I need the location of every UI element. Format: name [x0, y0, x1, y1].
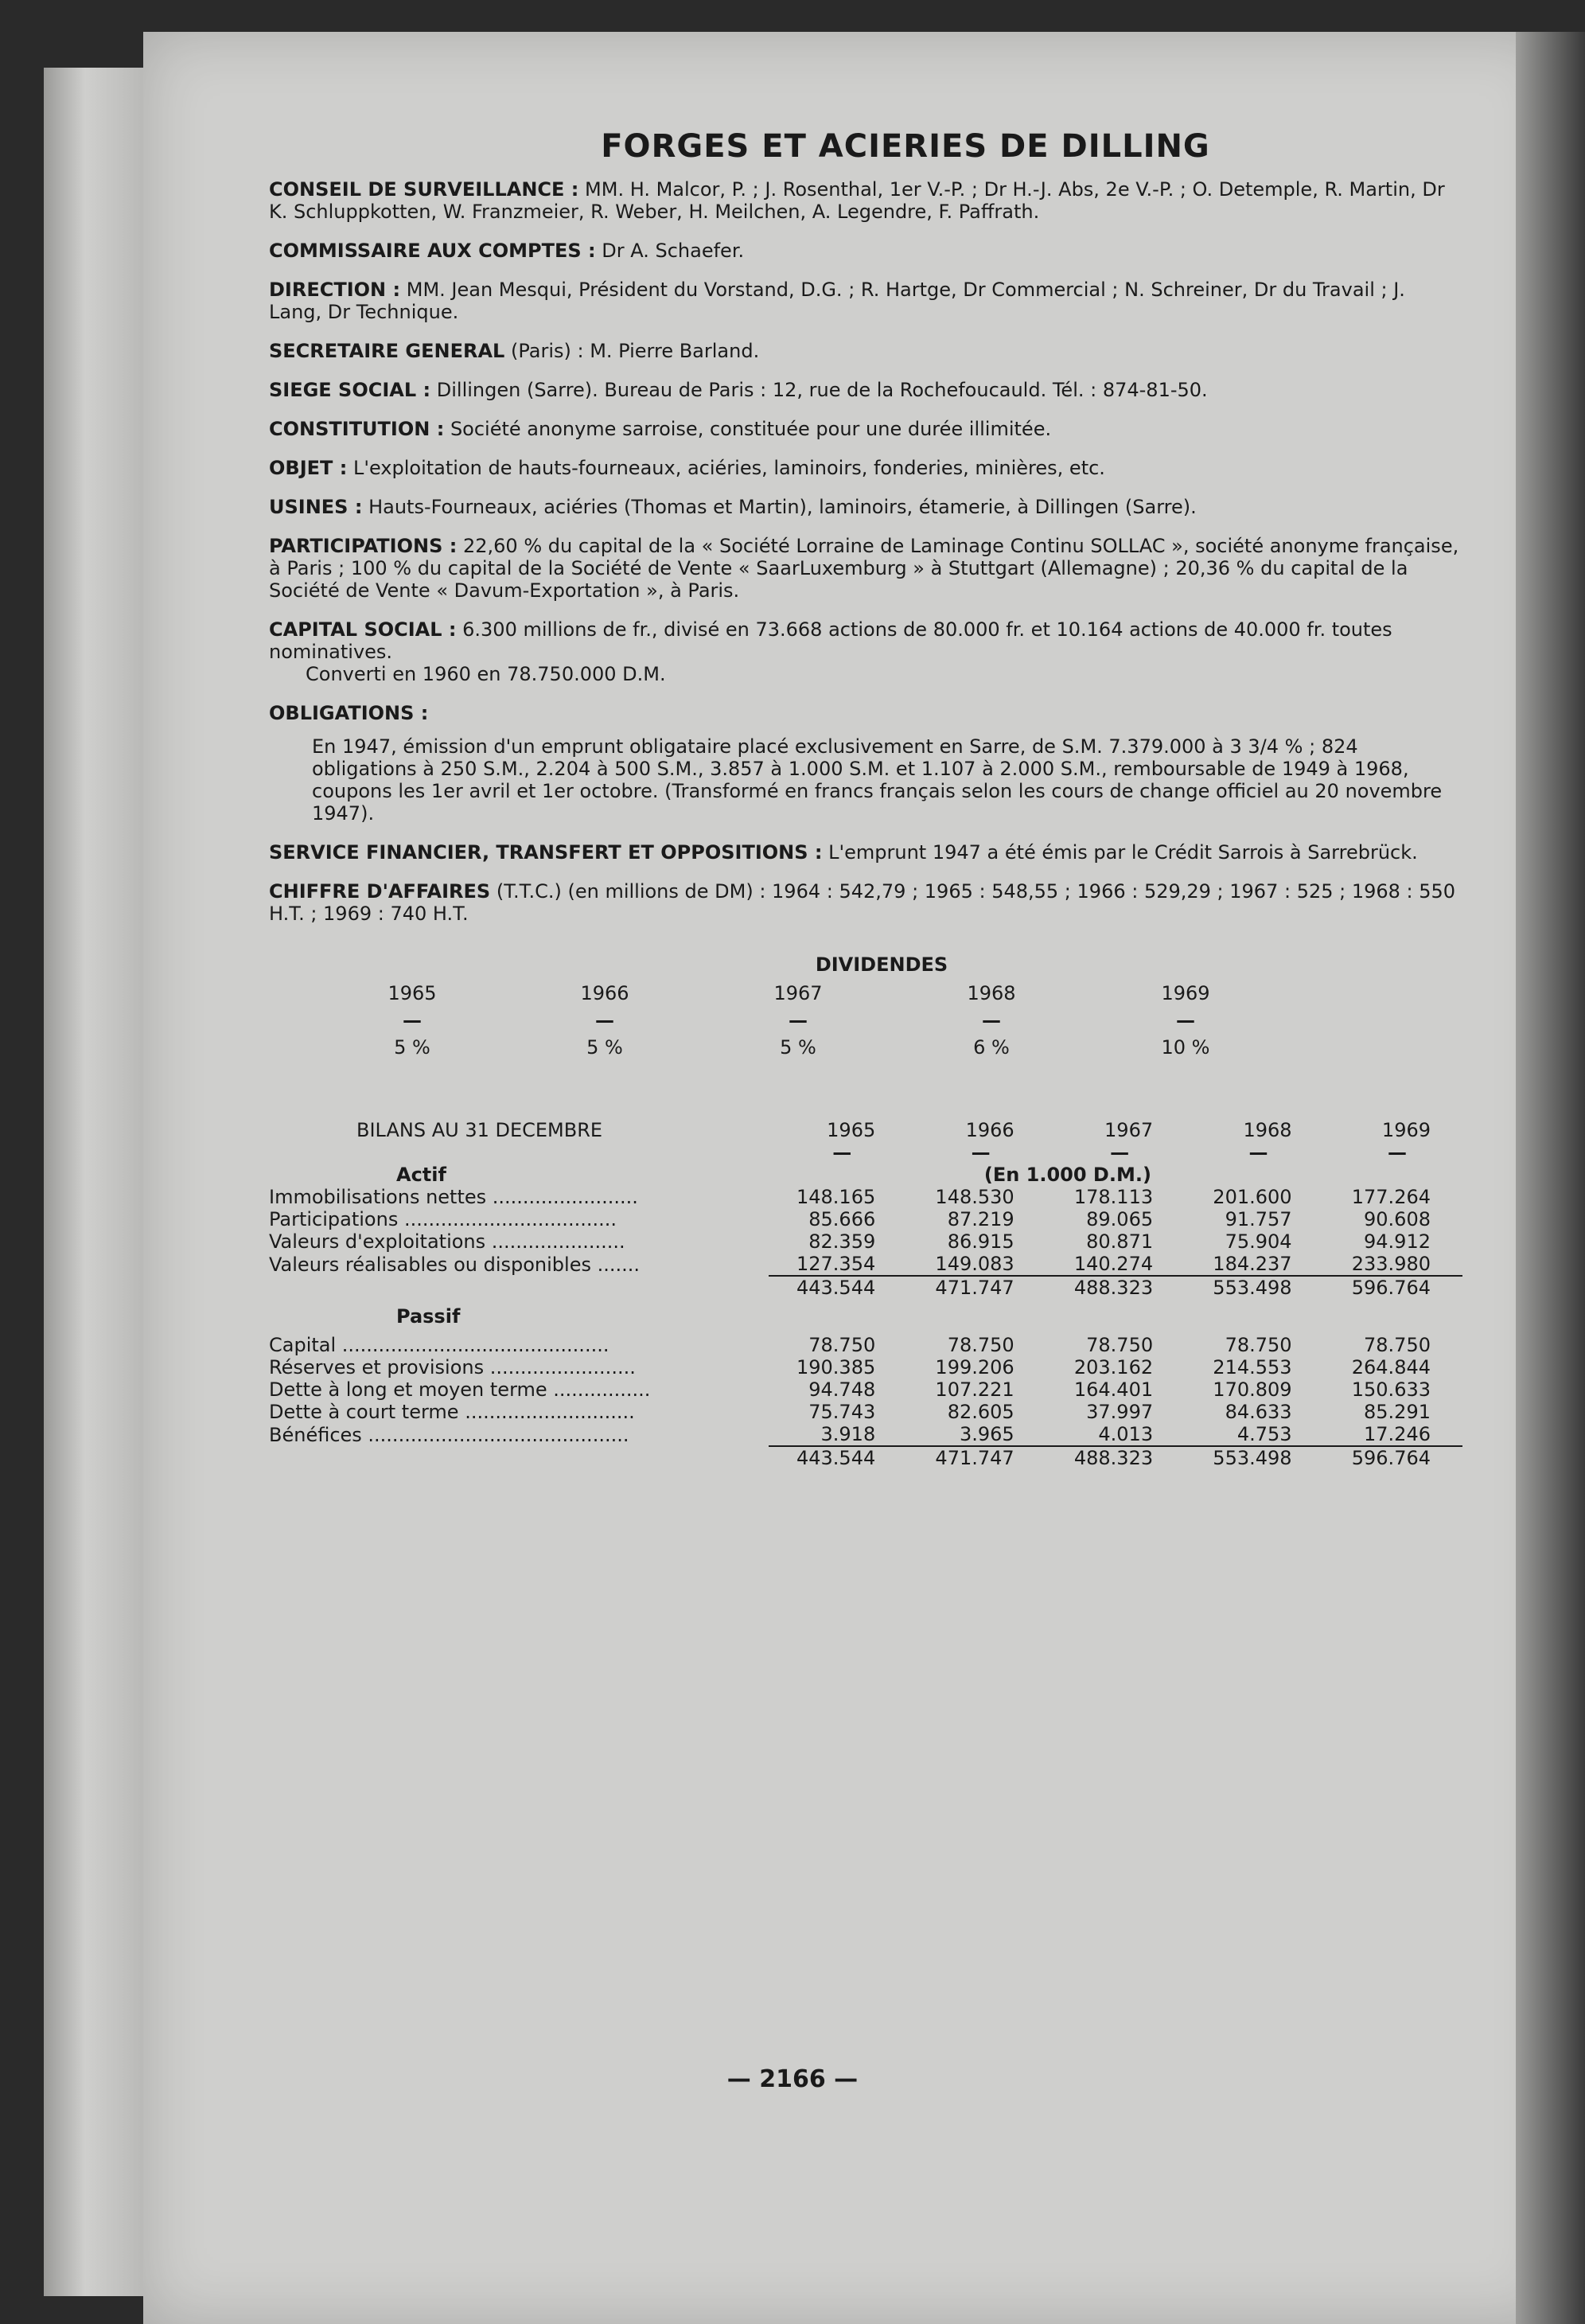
- passif-total-value: 443.544: [769, 1446, 907, 1469]
- dividende-value: 5 %: [586, 1036, 623, 1059]
- paragraph-label: CONSEIL DE SURVEILLANCE :: [269, 178, 579, 201]
- page-number: — 2166 —: [726, 2065, 859, 2093]
- info-paragraph: [269, 457, 1462, 479]
- dividendes-values: [269, 1036, 1462, 1063]
- book-spine: [44, 68, 147, 2296]
- passif-label: Réserves et provisions ........................: [269, 1356, 636, 1378]
- actif-value: 149.083: [935, 1253, 1014, 1275]
- bilans-dash-row: [269, 1141, 1462, 1164]
- passif-value: 85.291: [1364, 1401, 1431, 1423]
- passif-total-value: 596.764: [1324, 1446, 1462, 1469]
- year-dash: —: [1110, 1141, 1130, 1164]
- actif-total-value: 488.323: [1046, 1276, 1185, 1299]
- passif-value: 199.206: [935, 1356, 1014, 1378]
- info-paragraph: [269, 618, 1462, 685]
- dividendes-years: [269, 982, 1462, 1009]
- service-financier: [269, 841, 1462, 864]
- passif-value: 78.750: [1225, 1334, 1292, 1356]
- actif-value: 177.264: [1351, 1186, 1431, 1208]
- actif-value: 90.608: [1364, 1208, 1431, 1230]
- paragraph-label: SIEGE SOCIAL :: [269, 379, 431, 401]
- paragraph-label: CONSTITUTION :: [269, 418, 445, 440]
- bilans-year: 1969: [1381, 1119, 1431, 1141]
- passif-value: 4.753: [1236, 1423, 1292, 1445]
- actif-value: 148.530: [935, 1186, 1014, 1208]
- actif-label: Valeurs réalisables ou disponibles .......: [269, 1253, 640, 1276]
- dividende-dash: —: [1176, 1009, 1195, 1031]
- actif-value: 233.980: [1351, 1253, 1431, 1275]
- passif-value: 78.750: [947, 1334, 1014, 1356]
- paragraph-text: 6.300 millions de fr., divisé en 73.668 actions de 80.000 fr. et 10.164 actions de 40.000 fr. toutes nominatives.: [269, 618, 1392, 663]
- paragraph-text: (Paris) : M. Pierre Barland.: [510, 340, 760, 362]
- actif-value: 91.757: [1225, 1208, 1292, 1230]
- info-paragraph: [269, 418, 1462, 440]
- info-paragraphs: [269, 178, 1462, 685]
- spacer-cell: [269, 1276, 769, 1299]
- actif-total-value: 471.747: [907, 1276, 1046, 1299]
- passif-value: 82.605: [947, 1401, 1014, 1423]
- unit-label: (En 1.000 D.M.): [983, 1164, 1151, 1186]
- paragraph-text: Dillingen (Sarre). Bureau de Paris : 12, rue de la Rochefoucauld. Tél. : 874-81-50.: [436, 379, 1208, 401]
- info-paragraph: [269, 240, 1462, 262]
- paragraph-text: L'exploitation de hauts-fourneaux, aciéries, laminoirs, fonderies, minières, etc.: [352, 457, 1105, 479]
- dividende-year: 1967: [773, 982, 823, 1004]
- passif-header-row: [269, 1299, 1462, 1334]
- bilans-year: 1967: [1104, 1119, 1154, 1141]
- passif-value: 78.750: [808, 1334, 876, 1356]
- actif-label: Actif: [396, 1164, 446, 1186]
- dividende-value: 5 %: [780, 1036, 816, 1059]
- passif-value: 78.750: [1086, 1334, 1154, 1356]
- dividende-year: 1968: [967, 982, 1016, 1004]
- passif-total-value: 488.323: [1046, 1446, 1185, 1469]
- passif-row: [269, 1356, 1462, 1378]
- passif-value: 107.221: [935, 1378, 1014, 1401]
- actif-total-value: 553.498: [1185, 1276, 1323, 1299]
- paragraph-extra: Converti en 1960 en 78.750.000 D.M.: [306, 663, 666, 685]
- paragraph-text: MM. H. Malcor, P. ; J. Rosenthal, 1er V.-P. ; Dr H.-J. Abs, 2e V.-P. ; O. Detemple, R. Martin, Dr K. Schluppkotten, W. Franzmeier, R. Weber, H. Meilchen, A. Legendre, F. Paffrath.: [269, 178, 1445, 223]
- actif-row: [269, 1230, 1462, 1253]
- actif-total: [269, 1276, 1462, 1299]
- dividende-year: 1969: [1161, 982, 1210, 1004]
- info-paragraph: [269, 279, 1462, 323]
- bilans-year: 1965: [827, 1119, 876, 1141]
- paragraph-text: Hauts-Fourneaux, aciéries (Thomas et Martin), laminoirs, étamerie, à Dillingen (Sarre).: [368, 496, 1197, 518]
- actif-row: [269, 1253, 1462, 1276]
- spacer-cell: [269, 1446, 769, 1469]
- year-dash: —: [1388, 1141, 1407, 1164]
- dividende-year: 1965: [387, 982, 437, 1004]
- passif-label: Dette à long et moyen terme ................: [269, 1378, 651, 1401]
- dividendes-title: DIVIDENDES: [815, 953, 948, 976]
- passif-value: 264.844: [1351, 1356, 1431, 1378]
- actif-total-value: 443.544: [769, 1276, 907, 1299]
- actif-value: 140.274: [1073, 1253, 1154, 1275]
- actif-label: Immobilisations nettes ........................: [269, 1186, 638, 1208]
- passif-row: [269, 1423, 1462, 1446]
- info-paragraph: [269, 535, 1462, 602]
- dividendes-dashes: [269, 1009, 1462, 1036]
- actif-value: 82.359: [808, 1230, 876, 1253]
- year-dash: —: [1248, 1141, 1268, 1164]
- passif-total-value: 471.747: [907, 1446, 1046, 1469]
- info-paragraph: [269, 178, 1462, 223]
- year-dash: —: [832, 1141, 852, 1164]
- passif-value: 37.997: [1086, 1401, 1154, 1423]
- dividende-dash: —: [595, 1009, 614, 1031]
- actif-value: 201.600: [1213, 1186, 1292, 1208]
- paragraph-text: Dr A. Schaefer.: [602, 240, 745, 262]
- paragraph-label: PARTICIPATIONS :: [269, 535, 458, 557]
- paragraph-label: SECRETAIRE GENERAL: [269, 340, 505, 362]
- passif-total-value: 553.498: [1185, 1446, 1323, 1469]
- passif-value: 17.246: [1364, 1423, 1431, 1445]
- passif-value: 78.750: [1364, 1334, 1431, 1356]
- passif-label: Capital ............................................: [269, 1334, 609, 1356]
- chiffre-affaires: [269, 880, 1462, 925]
- obligations-text: En 1947, émission d'un emprunt obligataire placé exclusivement en Sarre, de S.M. 7.379.000 à 3 3/4 % ; 824 obligations à 250 S.M., 2.204 à 500 S.M., 3.857 à 1.000 S.M. et 1.107 à 2.000 S.M., remboursable de 1949 à 1968, coupons les 1er avril et 1er octobre. (Transformé en francs français selon les cours de change officiel au 20 novembre 1947).: [312, 735, 1443, 825]
- passif-value: 164.401: [1073, 1378, 1154, 1401]
- passif-value: 4.013: [1098, 1423, 1154, 1445]
- passif-value: 84.633: [1225, 1401, 1292, 1423]
- info-paragraph: [269, 379, 1462, 401]
- actif-value: 89.065: [1086, 1208, 1154, 1230]
- passif-value: 75.743: [808, 1401, 876, 1423]
- dividende-dash: —: [982, 1009, 1001, 1031]
- actif-total-value: 596.764: [1324, 1276, 1462, 1299]
- info-paragraph: [269, 340, 1462, 362]
- actif-row: [269, 1208, 1462, 1230]
- passif-row: [269, 1401, 1462, 1423]
- spacer-cell: [269, 1141, 769, 1164]
- actif-value: 80.871: [1086, 1230, 1154, 1253]
- paragraph-label: OBJET :: [269, 457, 348, 479]
- passif-value: 214.553: [1213, 1356, 1292, 1378]
- chiffre-label: CHIFFRE D'AFFAIRES: [269, 880, 491, 903]
- passif-row: [269, 1334, 1462, 1356]
- passif-label: Passif: [396, 1305, 461, 1328]
- actif-value: 86.915: [947, 1230, 1014, 1253]
- actif-value: 178.113: [1073, 1186, 1154, 1208]
- service-text: L'emprunt 1947 a été émis par le Crédit Sarrois à Sarrebrück.: [828, 841, 1418, 864]
- passif-value: 94.748: [808, 1378, 876, 1401]
- document-body: [269, 128, 1462, 1469]
- paragraph-text: MM. Jean Mesqui, Président du Vorstand, D.G. ; R. Hartge, Dr Commercial ; N. Schreiner, Dr du Travail ; J. Lang, Dr Technique.: [269, 279, 1405, 323]
- actif-value: 85.666: [808, 1208, 876, 1230]
- bilans-heading: BILANS AU 31 DECEMBRE: [356, 1119, 603, 1141]
- paragraph-label: CAPITAL SOCIAL :: [269, 618, 457, 641]
- page-edge-shadow: [1516, 32, 1585, 2324]
- year-dash: —: [971, 1141, 991, 1164]
- chiffre-text: (T.T.C.) (en millions de DM) : 1964 : 542,79 ; 1965 : 548,55 ; 1966 : 529,29 ; 1967 : 525 ; 1968 : 550 H.T. ; 1969 : 740 H.T.: [269, 880, 1456, 925]
- dividende-value: 5 %: [394, 1036, 430, 1059]
- actif-value: 94.912: [1364, 1230, 1431, 1253]
- bilans-header-row: [269, 1119, 1462, 1141]
- actif-value: 184.237: [1213, 1253, 1292, 1275]
- actif-value: 87.219: [947, 1208, 1014, 1230]
- paragraph-label: COMMISSAIRE AUX COMPTES :: [269, 240, 596, 262]
- actif-label: Participations ...................................: [269, 1208, 617, 1230]
- passif-row: [269, 1378, 1462, 1401]
- actif-row: [269, 1186, 1462, 1208]
- dividende-value: 10 %: [1161, 1036, 1210, 1059]
- bilans-table: [269, 1119, 1462, 1469]
- passif-label: Dette à court terme ............................: [269, 1401, 635, 1423]
- dividende-value: 6 %: [973, 1036, 1010, 1059]
- obligations-label: OBLIGATIONS :: [269, 702, 429, 724]
- passif-label: Bénéfices ...........................................: [269, 1423, 629, 1446]
- bilans-year: 1968: [1243, 1119, 1292, 1141]
- actif-label: Valeurs d'exploitations ......................: [269, 1230, 625, 1253]
- actif-value: 75.904: [1225, 1230, 1292, 1253]
- paragraph-label: DIRECTION :: [269, 279, 401, 301]
- obligations-section: [269, 702, 1462, 825]
- passif-value: 170.809: [1213, 1378, 1292, 1401]
- paragraph-text: 22,60 % du capital de la « Société Lorraine de Laminage Continu SOLLAC », société anonyme française, à Paris ; 100 % du capital de la Société de Vente « SaarLuxemburg » à Stuttgart (Allemagne) ; 20,36 % du capital de la Société de Vente « Davum-Exportation », à Paris.: [269, 535, 1459, 602]
- paragraph-label: USINES :: [269, 496, 363, 518]
- service-label: SERVICE FINANCIER, TRANSFERT ET OPPOSITIONS :: [269, 841, 823, 864]
- passif-value: 190.385: [796, 1356, 876, 1378]
- passif-value: 203.162: [1073, 1356, 1154, 1378]
- actif-value: 127.354: [796, 1253, 876, 1275]
- passif-total: [269, 1446, 1462, 1469]
- bilans-year: 1966: [965, 1119, 1014, 1141]
- info-paragraph: [269, 496, 1462, 518]
- actif-header-row: [269, 1164, 1462, 1186]
- dividende-year: 1966: [580, 982, 629, 1004]
- dividende-dash: —: [403, 1009, 422, 1031]
- passif-value: 150.633: [1351, 1378, 1431, 1401]
- passif-value: 3.918: [820, 1423, 876, 1445]
- dividende-dash: —: [789, 1009, 808, 1031]
- paragraph-text: Société anonyme sarroise, constituée pour une durée illimitée.: [450, 418, 1052, 440]
- page-title: FORGES ET ACIERIES DE DILLING: [601, 128, 1210, 165]
- passif-value: 3.965: [959, 1423, 1014, 1445]
- actif-value: 148.165: [796, 1186, 876, 1208]
